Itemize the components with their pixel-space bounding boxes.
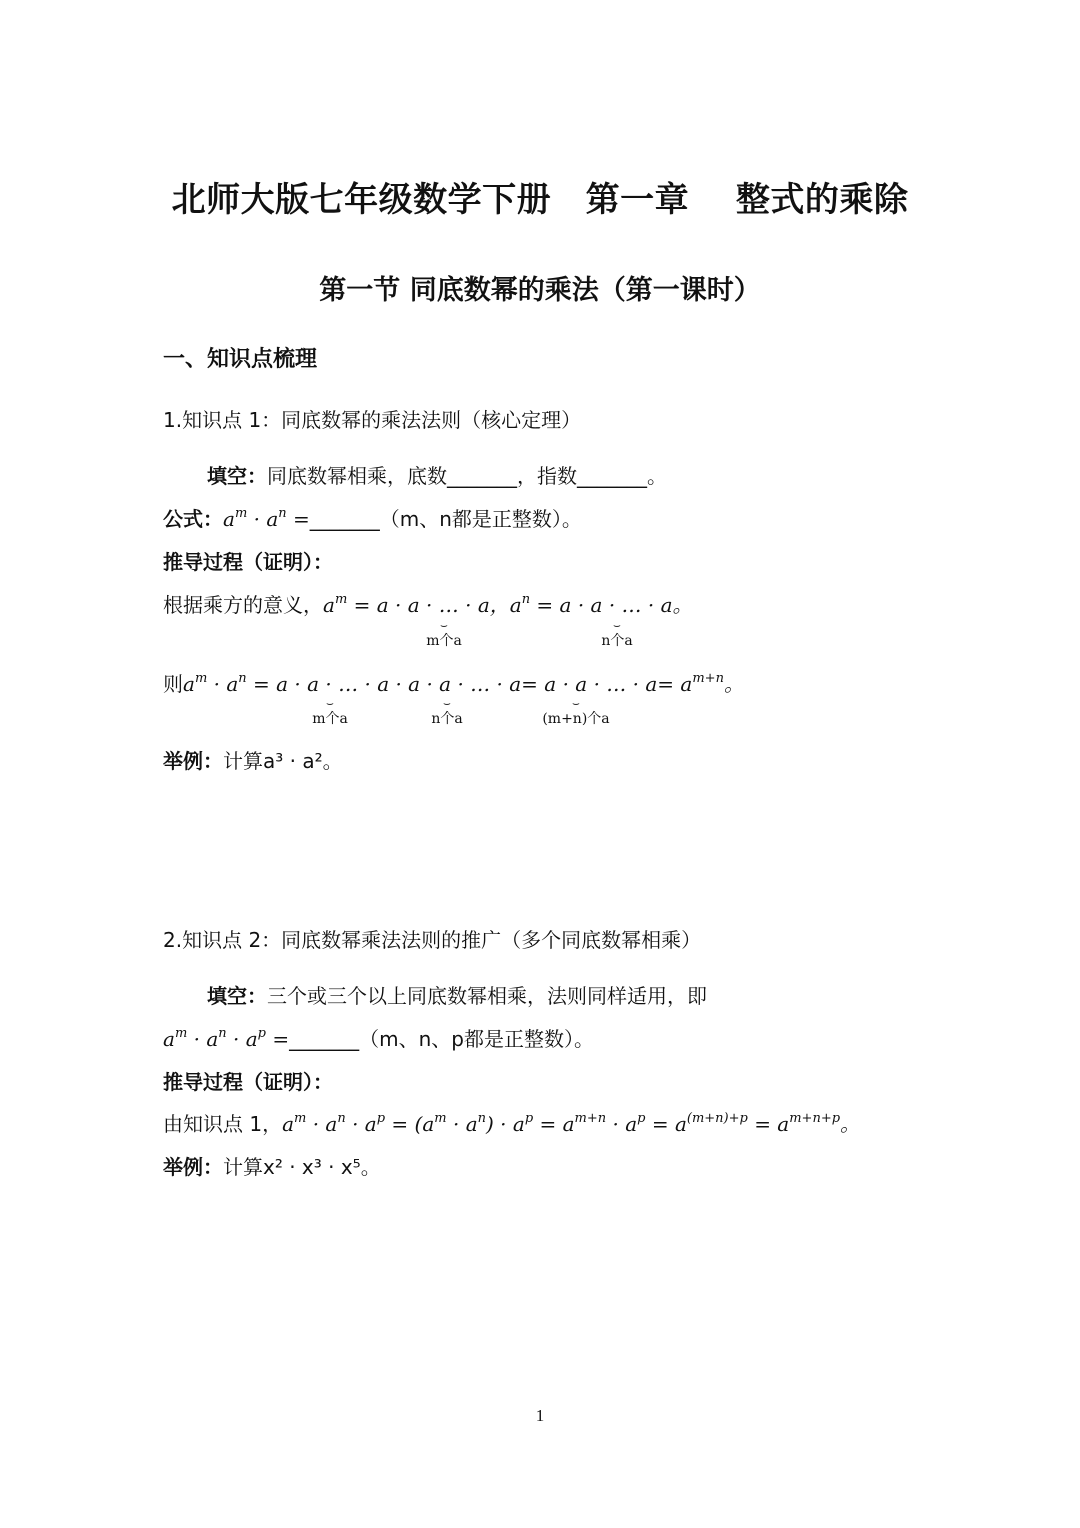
kp2-fill-label: 填空： bbox=[207, 984, 267, 1008]
kp1-heading: 1.知识点 1：同底数幂的乘法法则（核心定理） bbox=[163, 408, 582, 432]
kp2-proof-line bbox=[163, 1110, 860, 1138]
kp1-proof-line2-math: $a^m \cdot a^n = a \cdot a$ · … · a · a · a · … · a= a · a · … · $a= a^{m+n}$。 bbox=[183, 671, 744, 696]
document-title: 北师大版七年级数学下册 第一章 整式的乘除 bbox=[171, 180, 909, 220]
kp2-example-line bbox=[163, 1153, 381, 1181]
kp1-formula-label: 公式： bbox=[163, 507, 223, 531]
kp2-example-label: 举例： bbox=[163, 1155, 223, 1179]
kp1-example-line bbox=[163, 747, 343, 775]
kp1-brace-mn: ⌣ (m+n)个a bbox=[542, 696, 610, 727]
kp1-fill-text-b: ，指数 bbox=[517, 464, 577, 488]
kp1-proof-line2 bbox=[163, 670, 744, 698]
kp1-formula-line bbox=[163, 505, 582, 533]
page-number: 1 bbox=[535, 1406, 545, 1425]
kp1-brace-n: ⌣ n个a bbox=[601, 618, 633, 649]
kp1-proof-label: 推导过程（证明）： bbox=[163, 550, 333, 574]
section-title: 第一节 同底数幂的乘法（第一课时） bbox=[319, 275, 761, 306]
kp2-example-text: 计算x² · x³ · x⁵。 bbox=[223, 1155, 381, 1179]
kp1-example-text: 计算a³ · a²。 bbox=[223, 749, 343, 773]
kp1-fill-line bbox=[207, 462, 667, 490]
kp2-formula-line bbox=[163, 1025, 594, 1053]
kp2-proof-math: $a^m \cdot a^n \cdot a^p = (a^m \cdot a^n) \cdot a^p = a^{m+n} \cdot a^p = a^{(m+n)+p} = a^{m+n+p}$。 bbox=[282, 1111, 861, 1136]
kp1-brace-n-2: ⌣ n个a bbox=[431, 696, 463, 727]
kp1-example-label: 举例： bbox=[163, 749, 223, 773]
kp1-blank-base: _______ bbox=[447, 464, 517, 488]
kp2-formula-expression: $a^m \cdot a^n \cdot a^p$ = bbox=[163, 1026, 290, 1051]
kp1-fill-label: 填空： bbox=[207, 464, 267, 488]
kp1-brace-m: ⌣ m个a bbox=[426, 618, 462, 649]
kp1-fill-text-c: 。 bbox=[647, 464, 667, 488]
kp1-blank-exponent: _______ bbox=[577, 464, 647, 488]
kp1-formula-note: （m、n都是正整数）。 bbox=[379, 507, 582, 531]
kp1-fill-text-a: 同底数幂相乘，底数 bbox=[267, 464, 447, 488]
kp2-proof-prefix: 由知识点 1， bbox=[163, 1112, 283, 1136]
kp2-formula-blank: _______ bbox=[289, 1027, 360, 1051]
kp2-fill-line bbox=[207, 982, 707, 1010]
kp1-proof-line1 bbox=[163, 591, 693, 619]
heading-knowledge-points: 一、知识点梳理 bbox=[163, 347, 318, 372]
kp2-proof-label: 推导过程（证明）： bbox=[163, 1070, 333, 1094]
kp1-formula-blank: _______ bbox=[309, 507, 380, 531]
kp2-fill-text: 三个或三个以上同底数幂相乘，法则同样适用，即 bbox=[267, 984, 707, 1008]
kp2-formula-note: （m、n、p都是正整数）。 bbox=[359, 1027, 594, 1051]
kp1-proof-line1-math: $a^m = a \cdot a$ · … · a，$a^n = a \cdot a$ · … · a。 bbox=[323, 592, 693, 617]
kp1-formula-expression: $a^m \cdot a^n$ = bbox=[223, 506, 310, 531]
kp1-proof-line2-prefix: 则 bbox=[163, 672, 183, 696]
kp1-brace-m-2: ⌣ m个a bbox=[312, 696, 348, 727]
kp1-proof-line1-prefix: 根据乘方的意义， bbox=[163, 593, 323, 617]
kp2-heading: 2.知识点 2：同底数幂乘法法则的推广（多个同底数幂相乘） bbox=[163, 928, 702, 952]
